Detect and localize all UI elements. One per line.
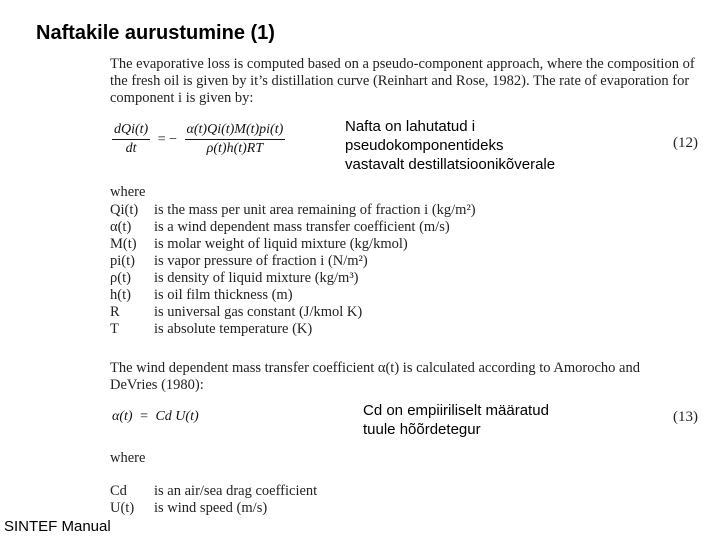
symbol: M(t): [110, 236, 137, 252]
rhs-denominator: ρ(t)h(t)RT: [206, 141, 264, 156]
symbol: ρ(t): [110, 270, 131, 286]
definition-text: is vapor pressure of fraction i (N/m²): [154, 253, 368, 269]
definition-text: is an air/sea drag coefficient: [154, 483, 318, 499]
definition-row: [110, 253, 476, 270]
slide-title: Naftakile aurustumine (1): [36, 22, 275, 44]
definition-text: is a wind dependent mass transfer coefficient (m/s): [154, 219, 450, 235]
definition-text: is the mass per unit area remaining of fraction i (kg/m²): [154, 202, 476, 218]
where-label: where: [110, 184, 146, 200]
definition-text: is absolute temperature (K): [154, 321, 313, 337]
definition-row: [110, 304, 476, 321]
annotation-line: tuule hõõrdetegur: [363, 421, 481, 438]
rhs: Cd U(t): [155, 409, 199, 425]
where-label: where: [110, 450, 146, 466]
definition-text: is universal gas constant (J/kmol K): [154, 304, 363, 320]
lhs-numerator: dQi(t): [112, 122, 150, 140]
definitions-list: [110, 483, 317, 517]
annotation-pseudocomponents: [345, 117, 555, 174]
annotation-line: Cd on empiiriliselt määratud: [363, 402, 549, 419]
symbol: Qi(t): [110, 202, 139, 218]
symbol: pi(t): [110, 253, 135, 269]
symbol: R: [110, 304, 120, 320]
equals-sign: =: [140, 409, 148, 424]
definition-row: [110, 483, 317, 500]
annotation-line: Nafta on lahutatud i: [345, 118, 476, 135]
footer-source: SINTEF Manual: [4, 518, 111, 535]
equation-12: [112, 122, 285, 157]
rhs-numerator: α(t)Qi(t)M(t)pi(t): [185, 122, 286, 140]
definition-row: [110, 321, 476, 338]
symbol: T: [110, 321, 119, 337]
definition-text: is molar weight of liquid mixture (kg/kmol): [154, 236, 408, 252]
definition-text: is wind speed (m/s): [154, 500, 268, 516]
definition-row: [110, 219, 476, 236]
lhs-denominator: dt: [125, 141, 137, 156]
intro-paragraph: The evaporative loss is computed based on a pseudo-component approach, where the composition of the fresh oil is given by it’s distillation curve (Reinhart and Rose, 1982). The rate of evaporation for component i is given by:: [110, 56, 695, 106]
lhs: α(t): [112, 409, 133, 425]
annotation-line: vastavalt destillatsioonikõverale: [345, 156, 556, 173]
equation-number-13: (13): [673, 409, 698, 425]
symbol: h(t): [110, 287, 131, 303]
equals-sign: = −: [157, 131, 178, 147]
symbol: Cd: [110, 483, 127, 499]
wind-paragraph: The wind dependent mass transfer coefficient α(t) is calculated according to Amorocho and DeVries (1980):: [110, 360, 640, 393]
definition-row: [110, 500, 317, 517]
equation-number-12: (12): [673, 135, 698, 151]
definition-row: [110, 287, 476, 304]
definition-text: is oil film thickness (m): [154, 287, 293, 303]
annotation-drag-coefficient: [363, 401, 549, 439]
definition-text: is density of liquid mixture (kg/m³): [154, 270, 359, 286]
annotation-line: pseudokomponentideks: [345, 137, 504, 154]
definition-row: [110, 202, 476, 219]
lhs-fraction: [112, 122, 150, 157]
definition-row: [110, 270, 476, 287]
definition-row: [110, 236, 476, 253]
equation-13: [112, 409, 199, 425]
rhs-fraction: [185, 122, 286, 157]
symbol: α(t): [110, 219, 132, 235]
definitions-list: [110, 202, 476, 338]
symbol: U(t): [110, 500, 135, 516]
